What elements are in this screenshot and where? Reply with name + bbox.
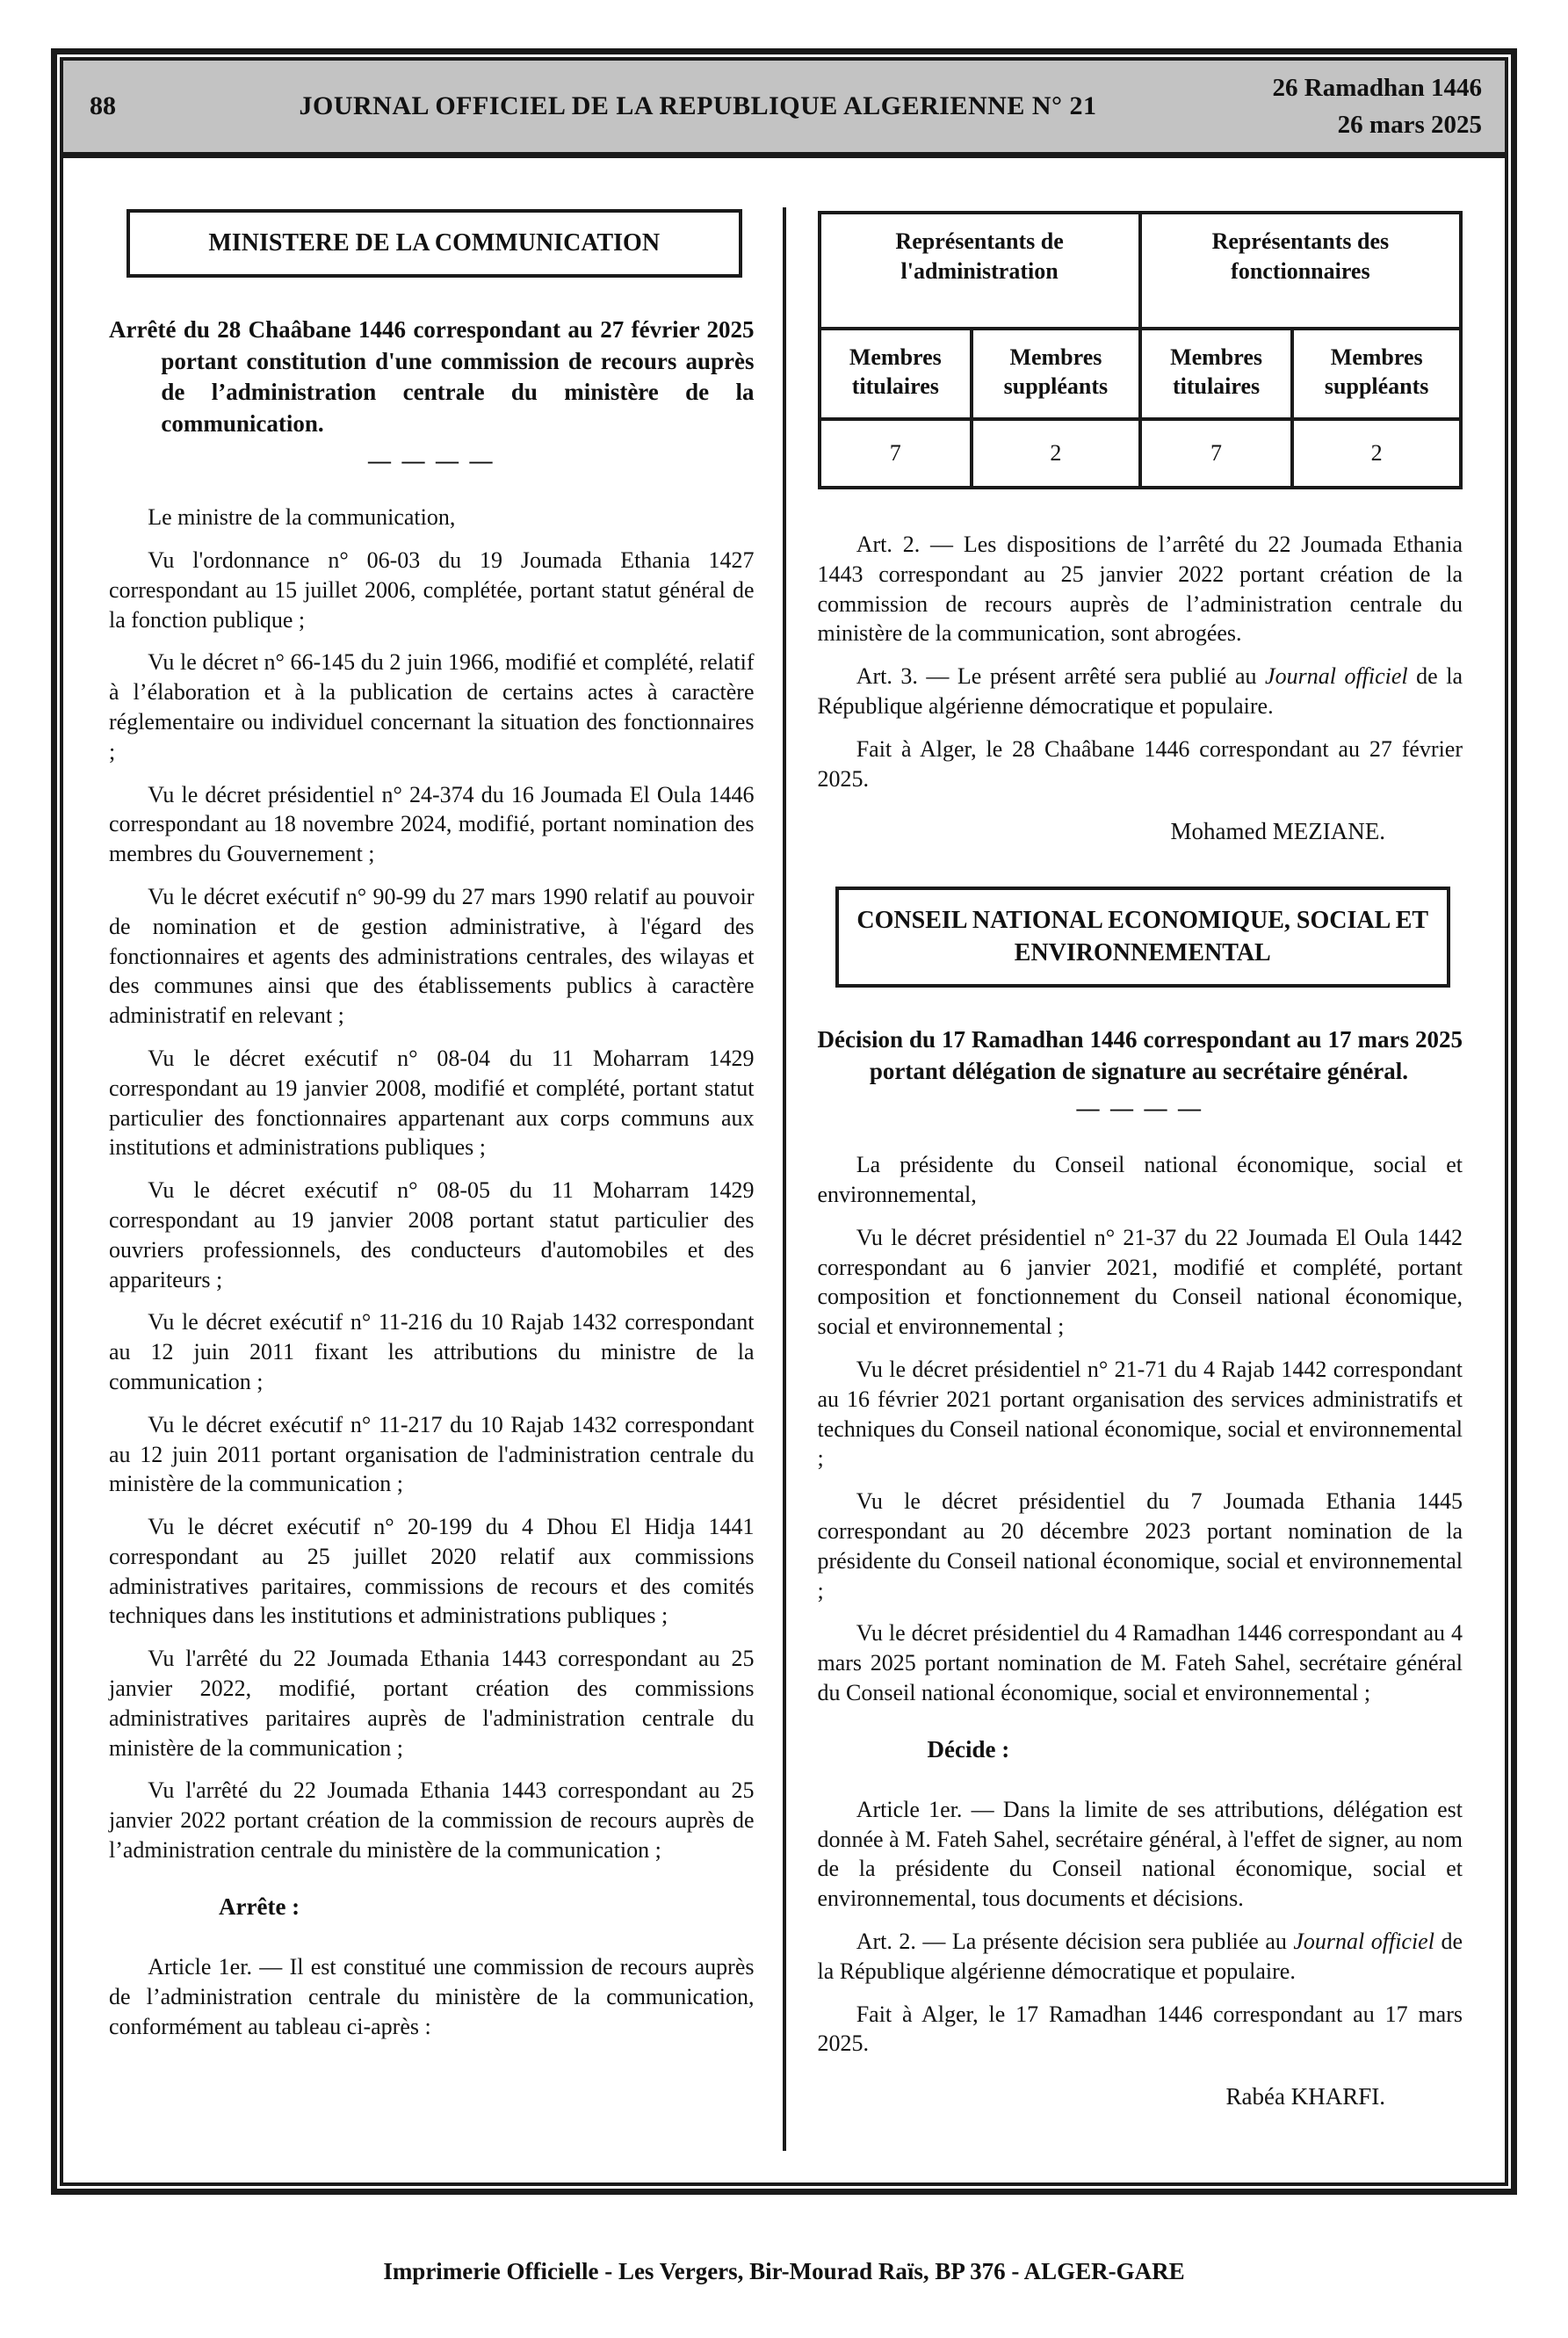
ministry-section-box: MINISTERE DE LA COMMUNICATION bbox=[126, 209, 742, 278]
visa-paragraph: Vu le décret présidentiel n° 24-374 du 16 Joumada El Oula 1446 correspondant au 18 novembre 2024, modifié, portant nomination des membres du Gouvernement ; bbox=[109, 781, 755, 867]
art2-paragraph bbox=[818, 1927, 1463, 1987]
visa-paragraph: Vu le décret présidentiel n° 21-71 du 4 Rajab 1442 correspondant au 16 février 2021 portant organisation des services administratifs et techniques du Conseil national économique, social et environnemental ; bbox=[817, 1356, 1463, 1472]
table-group-header: Représentants de l'administration bbox=[820, 213, 1140, 329]
table-col-header: Membres titulaires bbox=[1140, 329, 1293, 420]
page-inner-frame bbox=[60, 57, 1508, 2186]
visa-paragraph: Vu le décret présidentiel du 4 Ramadhan 1446 correspondant au 4 mars 2025 portant nomination de M. Fateh Sahel, secrétaire général du Conseil national économique, social et environnemental ; bbox=[817, 1620, 1463, 1705]
visa-paragraph: Vu l'arrêté du 22 Joumada Ethania 1443 correspondant au 25 janvier 2022, modifié, portant création des commissions administratives paritaires auprès de l'administration centrale du ministère de la communication ; bbox=[109, 1646, 755, 1761]
arrete-label: Arrête : bbox=[219, 1893, 300, 1920]
hijri-date: 26 Ramadhan 1446 bbox=[1272, 74, 1482, 102]
table-value: 2 bbox=[972, 419, 1140, 488]
issue-dates bbox=[1192, 69, 1482, 143]
decision-title: Décision du 17 Ramadhan 1446 correspondant au 17 mars 2025 portant délégation de signature au secrétaire général. bbox=[817, 1026, 1463, 1084]
decide-label: Décide : bbox=[927, 1735, 1010, 1763]
art2-text-end: de la République algérienne démocratique et populaire. bbox=[817, 1929, 1463, 1984]
dash-separator: — — — — bbox=[368, 448, 495, 474]
journal-officiel-italic: Journal officiel bbox=[1293, 1929, 1434, 1955]
page-content bbox=[63, 158, 1505, 2182]
visa-paragraph: Vu l'arrêté du 22 Joumada Ethania 1443 correspondant au 25 janvier 2022 portant création de la commission de recours auprès de l’administration centrale du ministère de la communication ; bbox=[109, 1777, 755, 1864]
page-footer: Imprimerie Officielle - Les Vergers, Bir-Mourad Raïs, BP 376 - ALGER-GARE bbox=[383, 2258, 1185, 2285]
visa-paragraph: Vu le décret exécutif n° 20-199 du 4 Dhou El Hidja 1441 correspondant au 25 juillet 2020 relatif aux commissions administratives paritaires, commissions de recours et des comités techniques dans les institutions et administrations publiques ; bbox=[109, 1514, 755, 1629]
gregorian-date: 26 mars 2025 bbox=[1337, 111, 1482, 140]
fait-line: Fait à Alger, le 28 Chaâbane 1446 correspondant au 27 février 2025. bbox=[817, 735, 1463, 792]
page-header bbox=[63, 61, 1505, 158]
art3-text-end: de la République algérienne démocratique et populaire. bbox=[817, 663, 1463, 720]
signature-name: Mohamed MEZIANE. bbox=[1170, 818, 1385, 845]
table-col-header: Membres suppléants bbox=[1292, 329, 1461, 420]
table-value: 7 bbox=[820, 419, 972, 488]
table-col-header: Membres suppléants bbox=[972, 329, 1140, 420]
intro-line: La présidente du Conseil national économique, social et environnemental, bbox=[817, 1152, 1463, 1207]
intro-line: Le ministre de la communication, bbox=[148, 504, 456, 531]
visa-paragraph: Vu le décret présidentiel n° 21-37 du 22 Joumada El Oula 1442 correspondant au 6 janvier 2021, modifié et complété, portant composition et fonctionnement du Conseil national économique, social et environnemental ; bbox=[817, 1224, 1463, 1340]
decree-title: Arrêté du 28 Chaâbane 1446 correspondant au 27 février 2025 portant constitution d'une commission de recours auprès de l’administration centrale du ministère de la communication. bbox=[109, 315, 755, 437]
art2-text: Art. 2. — La présente décision sera publiée au bbox=[856, 1929, 1294, 1955]
left-column bbox=[63, 158, 783, 2151]
table-value: 7 bbox=[1140, 419, 1293, 488]
art2-paragraph: Art. 2. — Les dispositions de l’arrêté du 22 Joumada Ethania 1443 correspondant au 25 janvier 2022 portant création de la commission de recours auprès de l’administration centrale du ministère de la communication, sont abrogées. bbox=[817, 532, 1463, 647]
art3-text: Art. 3. — Le présent arrêté sera publié au bbox=[856, 663, 1266, 690]
article-1-paragraph: Article 1er. — Il est constitué une commission de recours auprès de l’administration centrale du ministère de la communication, conformément au tableau ci-après : bbox=[109, 1953, 755, 2039]
table-value: 2 bbox=[1292, 419, 1461, 488]
visa-paragraph: Vu le décret exécutif n° 11-217 du 10 Rajab 1432 correspondant au 12 juin 2011 portant organisation de l'administration centrale du ministère de la communication ; bbox=[109, 1411, 755, 1497]
table-group-header: Représentants des fonctionnaires bbox=[1140, 213, 1461, 329]
visa-paragraph: Vu le décret exécutif n° 90-99 du 27 mars 1990 relatif au pouvoir de nomination et de gestion administrative, à l'égard des fonctionnaires et agents des administrations centrales, des wilayas et des communes ainsi que des établissements publics à caractère administratif en relevant ; bbox=[109, 883, 755, 1029]
visa-paragraph: Vu le décret exécutif n° 08-04 du 11 Moharram 1429 correspondant au 19 janvier 2008, modifié et complété, portant statut particulier des fonctionnaires appartenant aux corps communs aux institutions et administrations publiques ; bbox=[109, 1045, 755, 1161]
dash-separator: — — — — bbox=[1076, 1096, 1203, 1122]
article-1-paragraph: Article 1er. — Dans la limite de ses attributions, délégation est donnée à M. Fateh Sahel, secrétaire général, à l'effet de signer, au nom de la présidente du Conseil national économique, social et environnemental, tous documents et décisions. bbox=[817, 1796, 1463, 1912]
visa-paragraph: Vu l'ordonnance n° 06-03 du 19 Joumada Ethania 1427 correspondant au 15 juillet 2006, complétée, portant statut général de la fonction publique ; bbox=[109, 546, 755, 633]
page-number: 88 bbox=[90, 91, 116, 121]
signature-name: Rabéa KHARFI. bbox=[1225, 2083, 1385, 2110]
art3-paragraph bbox=[818, 662, 1463, 721]
council-section-box: CONSEIL NATIONAL ECONOMIQUE, SOCIAL ET ENVIRONNEMENTAL bbox=[835, 887, 1451, 988]
visa-paragraph: Vu le décret n° 66-145 du 2 juin 1966, modifié et complété, relatif à l’élaboration et à la publication de certains actes à caractère réglementaire ou individuel concernant la situation des fonctionnaires ; bbox=[109, 649, 755, 764]
table-col-header: Membres titulaires bbox=[820, 329, 972, 420]
visa-paragraph: Vu le décret présidentiel du 7 Joumada Ethania 1445 correspondant au 20 décembre 2023 portant nomination de la présidente du Conseil national économique, social et environnemental ; bbox=[817, 1488, 1463, 1603]
journal-officiel-italic: Journal officiel bbox=[1265, 663, 1408, 690]
fait-line: Fait à Alger, le 17 Ramadhan 1446 correspondant au 17 mars 2025. bbox=[817, 2001, 1463, 2057]
right-column bbox=[786, 158, 1506, 2151]
journal-title: JOURNAL OFFICIEL DE LA REPUBLIQUE ALGERIENNE N° 21 bbox=[299, 91, 1097, 121]
visa-paragraph: Vu le décret exécutif n° 11-216 du 10 Rajab 1432 correspondant au 12 juin 2011 fixant les attributions du ministre de la communication ; bbox=[109, 1309, 755, 1394]
members-table bbox=[818, 211, 1463, 489]
page-outer-frame bbox=[51, 48, 1517, 2195]
visa-paragraph: Vu le décret exécutif n° 08-05 du 11 Moharram 1429 correspondant au 19 janvier 2008 portant statut particulier des ouvriers professionnels, des conducteurs d'automobiles et des appariteurs ; bbox=[109, 1177, 755, 1292]
